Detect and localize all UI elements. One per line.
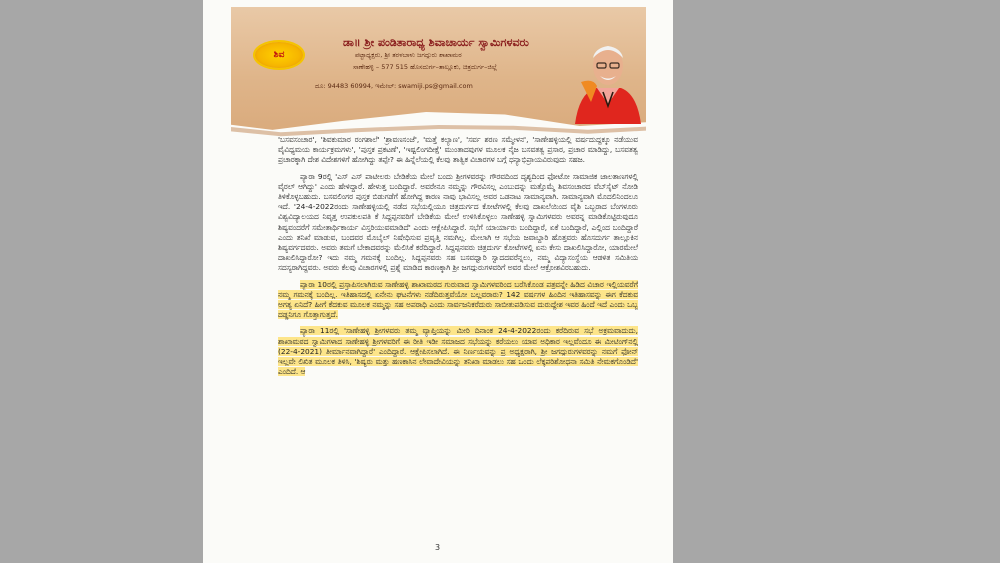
paragraph-4 xyxy=(278,326,638,377)
portrait-photo xyxy=(573,32,643,124)
letterhead-subtitle: ಪಟ್ಟಾಧ್ಯಕ್ಷರು, ಶ್ರೀ ತರಳಬಾಳು ಜಗದ್ಗುರು ಶಾಖಾಮಠ xyxy=(355,51,462,59)
letterhead-contact: ದೂ: 94483 60994, ಇಮೇಲ್: swamiji.ps@gmail.com xyxy=(315,82,473,90)
document-page xyxy=(203,0,673,563)
highlighted-text: ಪ್ಯಾರಾ 11ರಲ್ಲಿ 'ಸಾಣೇಹಳ್ಳಿ ಶ್ರೀಗಳವರು ತಮ್ಮ ವ್ಯಾಪ್ತಿಯನ್ನು ಮೀರಿ ದಿನಾಂಕ 24-4-2022ರಂದು ಕರೆದಿರುವ ಸಭೆ ಅಕ್ರಮವಾದುದು, ಶಾಖಾಮಠದ ಸ್ವಾಮಿಗಳಾದ ಸಾಣೇಹಳ್ಳಿ ಶ್ರೀಗಳವರಿಗೆ ಈ ರೀತಿ ಇಡೀ ಸಮಾಜದ ಸಭೆಯನ್ನು ಕರೆಯಲು ಯಾವ ಅಧಿಕಾರ ಇಲ್ಲವೆಂದೂ ಈ ಮೀಟಿಂಗ್‌ನಲ್ಲಿ (22-4-2021) ತೀರ್ಮಾನವಾಗಿದ್ದಾರೆ' ಎಂದಿದ್ದಾರೆ. ಆಕ್ಷೇಪಿಸಲಾಗಿದೆ. ಈ ನಿರ್ಣಯವನ್ನು ಪ್ರ ಅಧ್ಯಕ್ಷರಾಗಿ, ಶ್ರೀ ಜಗದ್ಗುರುಗಳವರನ್ನು ನಮಗೆ ಫೋನ್ ಇಲ್ಲವೇ ಲಿಖಿತ ಮೂಲಕ ತಿಳಿಸಿ, 'ಶಿಷ್ಯರು ಮತ್ತು ಹಣಕಾಸಿನ ಲೇವಾದೇವಿಯನ್ನು ತನಿಖಾ ಮಾಡಲು ಸಹ ಒಂದು ಲೆಕ್ಕಪರಿಶೋಧನಾ ಸಮಿತಿ ನೇಮಕಗೊಂಡಿದೆ' ಎಂದಿದೆ. ಆ xyxy=(278,326,638,377)
highlighted-text: ಪ್ಯಾರಾ 10ರಲ್ಲಿ ಪ್ರಸ್ತಾಪಿಸಲಾಗಿರುವ ಸಾಣೇಹಳ್ಳಿ ಶಾಖಾಮಠದ ಗುರುವಾದ ಸ್ವಾಮಿಗಳವರಿಂದ ಬರೆಸಿಕೊಂಡ ಪತ್ರವನ್ನೇ ಹಿಡಿದ ವಿಚಾರ ಇಲ್ಲಿಯವರೆಗೆ ನಮ್ಮ ಗಮನಕ್ಕೆ ಬಂದಿಲ್ಲ. ಇತಿಹಾಸದಲ್ಲಿ ಏನೇನು ಘಟನೆಗಳು ನಡೆದಿರುತ್ತವೆಯೋ ಬಲ್ಲವರಾರು? 142 ವರ್ಷಗಳ ಹಿಂದಿನ ಇತಿಹಾಸವನ್ನು ಈಗ ಕೆದಕುವ ಅಗತ್ಯ ಏನಿದೆ? ಹೀಗೆ ಕೆದಕುವ ಮೂಲಕ ನಮ್ಮನ್ನು ಸಹ ಅಪರಾಧಿ ಎಂದು ಸಾರ್ವಜನಿಕರೆದುರು ಸಾಬೀತುಪಡಿಸುವ ದುರುದ್ದೇಶ ಇವರ ಹಿಂದೆ ಇದೆ ಎಂದು ಒಬ್ಬ ದಡ್ಡನಿಗೂ ಗೊತ್ತಾಗುತ್ತದೆ. xyxy=(278,279,638,320)
letterhead-address: ಸಾಣೇಹಳ್ಳಿ – 577 515 ಹೊಸದುರ್ಗ–ತಾಲ್ಲೂಕು, ಚಿತ್ರದುರ್ಗ–ಜಿಲ್ಲೆ xyxy=(353,63,497,71)
paragraph-2: ಪ್ಯಾರಾ 9ರಲ್ಲಿ 'ಎಸ್ ಎಸ್ ಪಾಟೀಲರು ಬೇಡಿಕೆಯ ಮೇಲೆ ಬಂದು ಶ್ರೀಗಳವರನ್ನು ಗೌರವದಿಂದ ದೃಶ್ಯದಿಂದ ಫೋಟೋ ಸಾಮಾಜಿಕ ಜಾಲತಾಣಗಳಲ್ಲಿ ವೈರಲ್ ಆಗಿದ್ದು' ಎಂದು ಹೇಳಿದ್ದಾರೆ. ಹೇಳುತ್ತ ಬಂದಿದ್ದಾರೆ. ಅವರೇನೂ ನಮ್ಮನ್ನು ಗೌರವಿಸಲ್ಲ ಎಂಬುದನ್ನು ಮತ್ತೊಮ್ಮೆ ಶಿವಸಂಚಾರದ ವೆಬ್‌ಸೈಟ್ ನೋಡಿ ತಿಳಿಕೊಳ್ಳಬಹುದು. ಬಸವಲಿಂಗರ ಪುಸ್ತಕ ಬಿಡುಗಡೆಗೆ ಹೋಗಿದ್ದ ಕಾರಣ ನಾವು ಭಾವಿಸಲ್ಲ ಅವರ ಒಡನಾಟ ಸಾಮಾನ್ಯವಾಗಿ. ಸಾಮಾನ್ಯವಾಗಿ ಮೊದಲಿನಿಂದಲೂ ಇದೆ. '24-4-2022ರಂದು ಸಾಣೇಹಳ್ಳಿಯಲ್ಲಿ ನಡೆದ ಸಭೆಯಲ್ಲಿಯೂ ಚಿತ್ರದುರ್ಗದ ಕೋಟೆಗಳಲ್ಲಿ ಕೆಲವು ದಾಖಲೆಯಿಂದ ವೈಶಿ ಒಬ್ಬರಾದ ಬೆಂಗಳೂರು ವಿಶ್ವವಿದ್ಯಾಲಯದ ನಿವೃತ್ತ ಉಪಕುಲಪತಿ ಕೆ ಸಿದ್ದಪ್ಪನವರಿಗೆ ಬೇಡಿಕೆಯ ಮೇಲೆ ಉಳಿಸಿಕೊಳ್ಳಲು ಸಾಣೇಹಳ್ಳಿ ಸ್ವಾಮಿಗಳವರು ಅವರನ್ನ ಮಾಡಿಕೊಟ್ಟಿರುವುದೂ ಶಿಷ್ಯವಂದರೆಗೆ ಸಮೇತಾರ್ಥಿಕಾರ್ಯ ವಿಸ್ತರಿಯುವಮಾಡಿದೆ' ಎಂದು ಆಕ್ಷೇಪಿಸಿದ್ದಾರೆ. ಸಭೆಗೆ ಯಾರ್ಯಾರು ಬಂದಿದ್ದಾರೆ, ಏಕೆ ಬಂದಿದ್ದಾರೆ, ಎಲ್ಲಿಂದ ಬಂದಿದ್ದಾರೆ ಎಂದು ತನಿಖೆ ಮಾಡುವ, ಬಂದವರ ಮೊಬೈಲ್ ನಿಷೇಧಿಸುವ ಪ್ರವೃತ್ತಿ ನಮಗಿಲ್ಲ. ಮೇಲಾಗಿ ಆ ಸಭೆಯ ಜವಾಬ್ದಾರಿ ಹೊತ್ತವರು ಹೊಸದುರ್ಗ ತಾಲ್ಲೂಕಿನ ಶಿಷ್ಯವರ್ಗದವರು. ಅವರು ತಮಗೆ ಬೇಕಾದವರನ್ನು ಮೆಲಿಸಿಕೆ ಕರೆದಿದ್ದಾರೆ. ಸಿದ್ದಪ್ಪನವರು ಚಿತ್ರದುರ್ಗ ಕೋಟೆಗಳಲ್ಲಿ ಏನು ಕೇಸು ದಾಖಲಿಸಿದ್ದಾರೋ, ಯಾರಮೇಲೆ ದಾಖಲಿಸಿದ್ದಾರೋ? ಇದು ನಮ್ಮ ಗಮನಕ್ಕೆ ಬಂದಿಲ್ಲ. ಸಿದ್ದಪ್ಪನವರು ಸಹ ಬಸವಧ್ವಾರಿ ಸ್ವಾದದವರೆನ್ನಲು, ನಮ್ಮ ವಿದ್ಯಾಸಂಸ್ಥೆಯ ಆಡಳಿತ ಸಮಿತಿಯ ಸದಸ್ಯರಾಗಿದ್ದವರು. ಅವರು ಕೆಲವು ವಿಚಾರಗಳಲ್ಲಿ ಪ್ರಶ್ನೆ ಮಾಡಿದ ಕಾರಣಕ್ಕಾಗಿ ಶ್ರೀ ಜಗದ್ಗುರುಗಳವರಿಗೆ ಅವರ ಮೇಲೆ ಆಕ್ರೋಶವಿರಬಹುದು. xyxy=(278,171,638,273)
paragraph-1: 'ಬಸವಸಂಚಾರ', 'ಶಿವಕುಮಾರ ರಂಗಶಾಲೆ' 'ಶ್ರಾವಣಸಂಜೆ', 'ಮತ್ತೆ ಕಲ್ಯಾಣ', 'ಸರ್ವ ಶರಣ ಸಮ್ಮೇಳನ', 'ಸಾಣೇಹಳ್ಳಿಯಲ್ಲಿ ವರ್ಷದುದ್ದಕ್ಕೂ ನಡೆಯುವ ವೈವಿಧ್ಯಮಯ ಕಾರ್ಯಕ್ರಮಗಳು', 'ಪುಸ್ತಕ ಪ್ರಕಟಣೆ', 'ಇಷ್ಟಲಿಂಗದೀಕ್ಷೆ' ಮುಂತಾದವುಗಳ ಮೂಲಕ ನೈಜ ಬಸವತತ್ವ ಪ್ರಸಾರ, ಪ್ರಚಾರ ಮಾಡಿದ್ದು, ಬಸವತತ್ವ ಪ್ರಚಾರಕ್ಕಾಗಿ ದೇಶ ವಿದೇಶಗಳಿಗೆ ಹೋಗಿದ್ದು ತಪ್ಪೇ? ಈ ಹಿನ್ನೆಲೆಯಲ್ಲಿ ಕೆಲವು ತಾತ್ವಿಕ ವಿಚಾರಗಳ ಬಗ್ಗೆ ಧನ್ಯಾಭಿಪ್ರಾಯವಿರುವುದು ಸಹಜ. xyxy=(278,135,638,165)
page-number: 3 xyxy=(435,543,441,552)
emblem-label: ಶಿವ xyxy=(273,50,285,60)
letter-body xyxy=(278,135,638,383)
emblem-icon xyxy=(255,42,303,68)
letterhead-title: ಡಾ॥ ಶ್ರೀ ಪಂಡಿತಾರಾಧ್ಯ ಶಿವಾಚಾರ್ಯ ಸ್ವಾಮಿಗಳವರು xyxy=(343,36,529,49)
paragraph-3 xyxy=(278,280,638,321)
